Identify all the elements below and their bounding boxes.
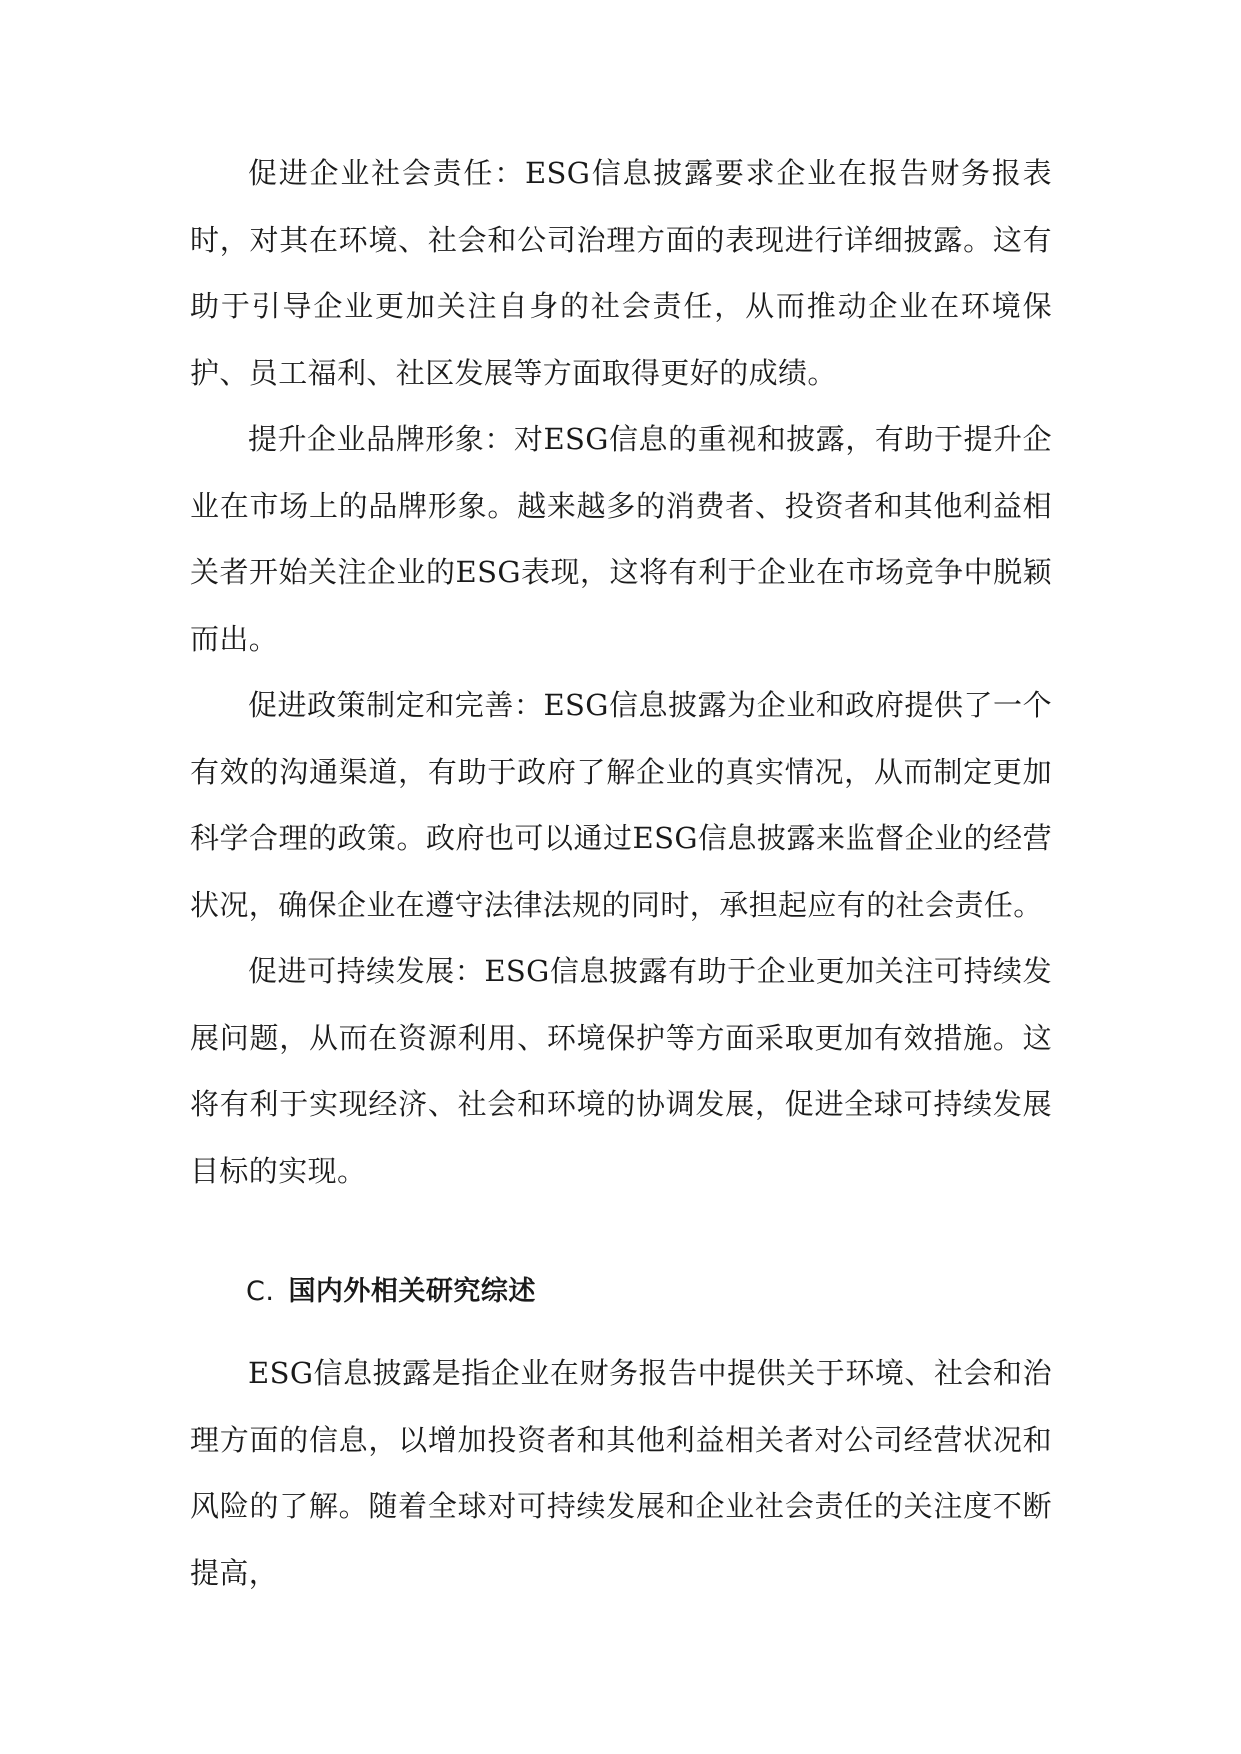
section-heading [190,1272,1052,1312]
paragraph-brand-image: 提升企业品牌形象：对ESG信息的重视和披露，有助于提升企业在市场上的品牌形象。越来越多的消费者、投资者和其他利益相关者开始关注企业的ESG表现，这将有利于企业在市场竞争中脱颖而出。 [190,422,1053,656]
paragraph-sustainable-development: 促进可持续发展：ESG信息披露有助于企业更加关注可持续发展问题，从而在资源利用、环境保护等方面采取更加有效措施。这将有利于实现经济、社会和环境的协调发展，促进全球可持续发展目标的实现。 [190,954,1052,1188]
paragraph-social-responsibility: 促进企业社会责任：ESG信息披露要求企业在报告财务报表时，对其在环境、社会和公司治理方面的表现进行详细披露。这有助于引导企业更加关注自身的社会责任，从而推动企业在环境保护、员工福利、社区发展等方面取得更好的成绩。 [190,156,1052,390]
paragraph-policy-making: 促进政策制定和完善：ESG信息披露为企业和政府提供了一个有效的沟通渠道，有助于政府了解企业的真实情况，从而制定更加科学合理的政策。政府也可以通过ESG信息披露来监督企业的经营状况，确保企业在遵守法律法规的同时，承担起应有的社会责任。 [190,688,1052,922]
section-heading-title: 国内外相关研究综述 [288,1276,536,1307]
section-heading-number: C. [246,1276,275,1307]
page-body [190,140,1052,1606]
paragraph-literature-review: ESG信息披露是指企业在财务报告中提供关于环境、社会和治理方面的信息，以增加投资者和其他利益相关者对公司经营状况和风险的了解。随着全球对可持续发展和企业社会责任的关注度不断提高， [190,1356,1052,1590]
